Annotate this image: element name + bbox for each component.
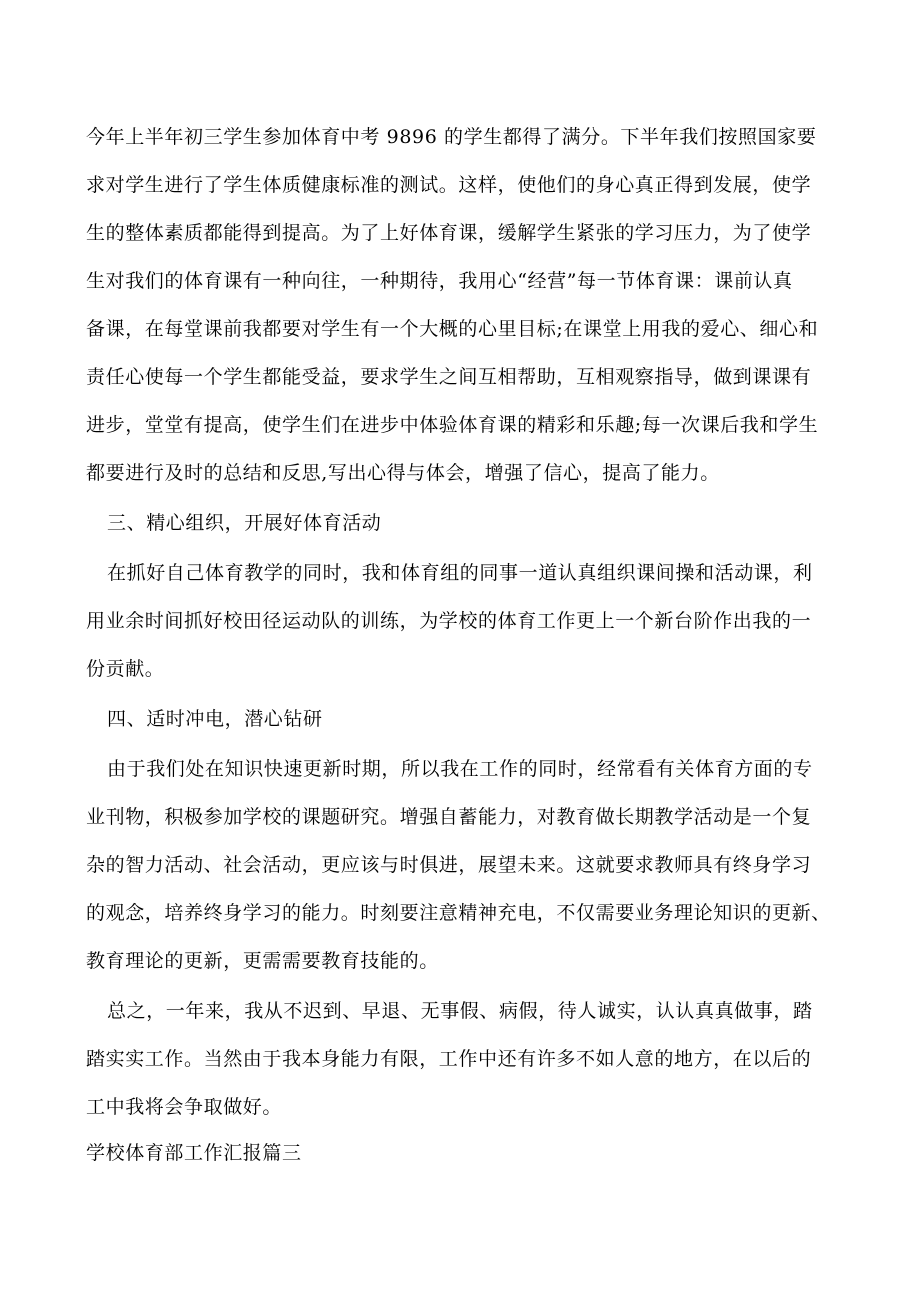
text-line: 进步，堂堂有提高，使学生们在进步中体验体育课的精彩和乐趣;每一次课后我和学生 <box>86 414 819 436</box>
text-line: 求对学生进行了学生体质健康标准的测试。这样，使他们的身心真正得到发展，使学 <box>86 174 812 196</box>
text-line: 生对我们的体育课有一种向往，一种期待，我用心“经营”每一节体育课：课前认真 <box>86 270 793 292</box>
text-line: 总之，一年来，我从不迟到、早退、无事假、病假，待人诚实，认认真真做事，踏 <box>107 1000 813 1022</box>
section-heading: 四、适时冲电，潜心钻研 <box>107 708 323 730</box>
text-line: 都要进行及时的总结和反思,写出心得与体会，增强了信心，提高了能力。 <box>86 462 720 484</box>
text-line: 的观念，培养终身学习的能力。时刻要注意精神充电，不仅需要业务理论知识的更新、 <box>86 902 831 924</box>
text-line: 备课，在每堂课前我都要对学生有一个大概的心里目标;在课堂上用我的爱心、细心和 <box>86 318 819 340</box>
text-line: 生的整体素质都能得到提高。为了上好体育课，缓解学生紧张的学习压力，为了使学 <box>86 222 812 244</box>
text-line: 由于我们处在知识快速更新时期，所以我在工作的同时，经常看有关体育方面的专 <box>107 758 813 780</box>
text-line: 业刊物，积极参加学校的课题研究。增强自蓄能力，对教育做长期教学活动是一个复 <box>86 806 812 828</box>
text-line: 工中我将会争取做好。 <box>86 1096 283 1118</box>
text-line: 在抓好自己体育教学的同时，我和体育组的同事一道认真组织课间操和活动课，利 <box>107 562 813 584</box>
text-line: 今年上半年初三学生参加体育中考 9896 的学生都得了满分。下半年我们按照国家要 <box>86 126 817 148</box>
text-line: 份贡献。 <box>86 658 165 680</box>
text-line: 教育理论的更新，更需需要教育技能的。 <box>86 950 439 972</box>
text-line: 责任心使每一个学生都能受益，要求学生之间互相帮助，互相观察指导，做到课课有 <box>86 366 812 388</box>
section-heading: 三、精心组织，开展好体育活动 <box>107 512 382 534</box>
text-line: 踏实实工作。当然由于我本身能力有限，工作中还有许多不如人意的地方，在以后的 <box>86 1048 812 1070</box>
text-line: 杂的智力活动、社会活动，更应该与时俱进，展望未来。这就要求教师具有终身学习 <box>86 854 812 876</box>
text-line: 用业余时间抓好校田径运动队的训练，为学校的体育工作更上一个新台阶作出我的一 <box>86 610 812 632</box>
section-title: 学校体育部工作汇报篇三 <box>86 1142 302 1164</box>
